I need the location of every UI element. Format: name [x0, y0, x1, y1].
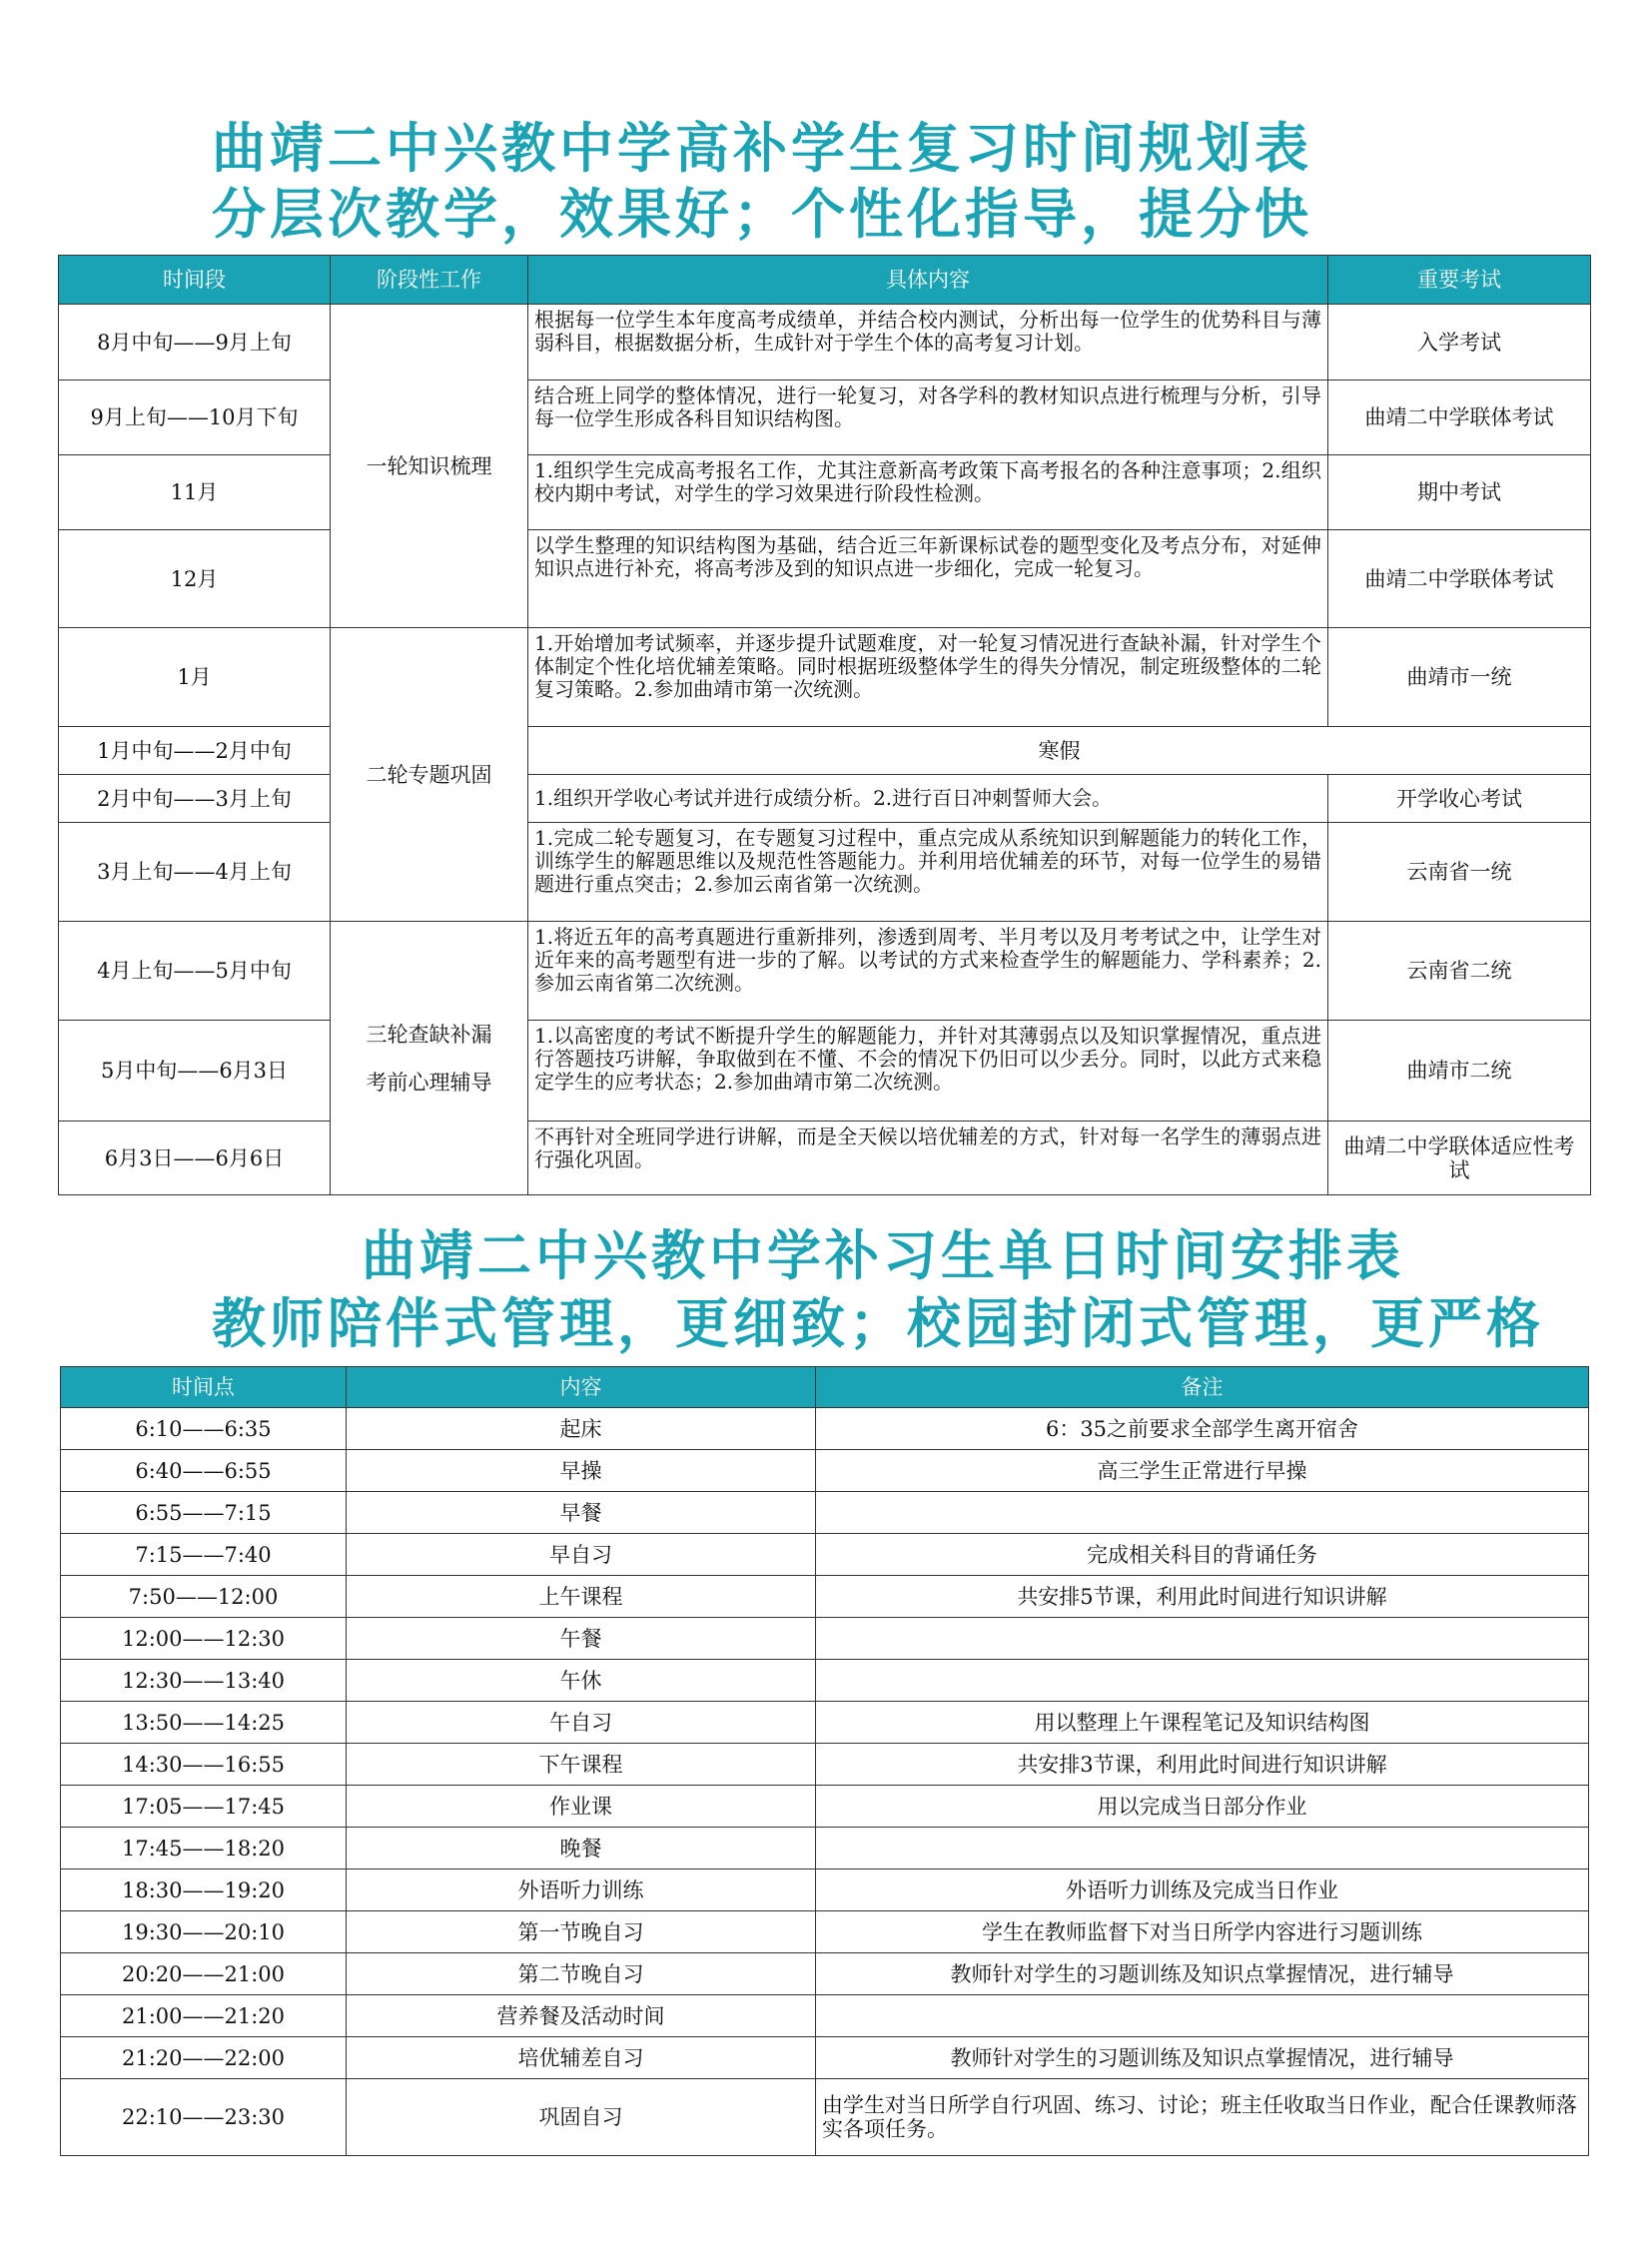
item-cell: 早自习: [347, 1534, 816, 1576]
table-header-row: [61, 1367, 1589, 1408]
exam-cell: 曲靖二中学联体考试: [1328, 530, 1591, 628]
table-row: [61, 1702, 1589, 1744]
table-row: [61, 1534, 1589, 1576]
item-cell: 起床: [347, 1408, 816, 1450]
exam-cell: 开学收心考试: [1328, 775, 1591, 823]
exam-cell: 入学考试: [1328, 305, 1591, 380]
item-cell: 午休: [347, 1660, 816, 1702]
content-cell: 1.组织开学收心考试并进行成绩分析。2.进行百日冲刺誓师大会。: [528, 775, 1328, 823]
table-row: [59, 1121, 1591, 1195]
note-cell: 用以整理上午课程笔记及知识结构图: [816, 1702, 1589, 1744]
content-cell: 1.以高密度的考试不断提升学生的解题能力，并针对其薄弱点以及知识掌握情况，重点进行答题技巧讲解，争取做到在不懂、不会的情况下仍旧可以少丢分。同时，以此方式来稳定学生的应考状态；2.参加曲靖市第二次统测。: [528, 1021, 1328, 1121]
note-cell: 教师针对学生的习题训练及知识点掌握情况，进行辅导: [816, 1953, 1589, 1995]
item-cell: 营养餐及活动时间: [347, 1995, 816, 2037]
time-cell: 21:20——22:00: [61, 2037, 347, 2079]
time-cell: 22:10——23:30: [61, 2079, 347, 2156]
table-row: [59, 922, 1591, 1021]
plan-title: 曲靖二中兴教中学高补学生复习时间规划表: [212, 117, 1312, 180]
period-cell: 6月3日——6月6日: [59, 1121, 331, 1195]
note-cell: 6：35之前要求全部学生离开宿舍: [816, 1408, 1589, 1450]
exam-cell: 云南省二统: [1328, 922, 1591, 1021]
stage-cell: 二轮专题巩固: [331, 628, 528, 922]
review-plan-table: [58, 255, 1591, 1195]
content-cell: 1.将近五年的高考真题进行重新排列，渗透到周考、半月考以及月考考试之中，让学生对近年来的高考题型有进一步的了解。以考试的方式来检查学生的解题能力、学科素养；2.参加云南省第二次统测。: [528, 922, 1328, 1021]
note-cell: [816, 1660, 1589, 1702]
exam-cell: 曲靖市一统: [1328, 628, 1591, 727]
item-cell: 外语听力训练: [347, 1869, 816, 1911]
note-cell: [816, 1492, 1589, 1534]
period-cell: 12月: [59, 530, 331, 628]
item-cell: 第二节晚自习: [347, 1953, 816, 1995]
exam-cell: 云南省一统: [1328, 823, 1591, 922]
time-cell: 17:05——17:45: [61, 1786, 347, 1828]
table-row: [59, 727, 1591, 775]
item-cell: 早餐: [347, 1492, 816, 1534]
plan-slogan: 分层次教学，效果好；个性化指导，提分快: [212, 183, 1312, 246]
stage-label: 考前心理辅导: [366, 1070, 492, 1095]
period-cell: 1月: [59, 628, 331, 727]
table-row: [61, 1408, 1589, 1450]
time-cell: 21:00——21:20: [61, 1995, 347, 2037]
exam-cell: 曲靖二中学联体考试: [1328, 380, 1591, 455]
note-cell: 用以完成当日部分作业: [816, 1786, 1589, 1828]
content-cell: 1.开始增加考试频率，并逐步提升试题难度，对一轮复习情况进行查缺补漏，针对学生个体制定个性化培优辅差策略。同时根据班级整体学生的得失分情况，制定班级整体的二轮复习策略。2.参加曲靖市第一次统测。: [528, 628, 1328, 727]
table-row: [59, 823, 1591, 922]
stage-label: 三轮查缺补漏: [366, 1022, 492, 1047]
content-cell: 根据每一位学生本年度高考成绩单，并结合校内测试，分析出每一位学生的优势科目与薄弱科目，根据数据分析，生成针对于学生个体的高考复习计划。: [528, 305, 1328, 380]
time-cell: 17:45——18:20: [61, 1828, 347, 1869]
table-row: [61, 1618, 1589, 1660]
period-cell: 3月上旬——4月上旬: [59, 823, 331, 922]
table-row: [59, 775, 1591, 823]
content-cell: 1.组织学生完成高考报名工作，尤其注意新高考政策下高考报名的各种注意事项；2.组织校内期中考试，对学生的学习效果进行阶段性检测。: [528, 455, 1328, 530]
table-row: [59, 628, 1591, 727]
exam-cell: 期中考试: [1328, 455, 1591, 530]
note-cell: 共安排3节课，利用此时间进行知识讲解: [816, 1744, 1589, 1786]
item-cell: 午餐: [347, 1618, 816, 1660]
note-cell: [816, 1828, 1589, 1869]
period-cell: 5月中旬——6月3日: [59, 1021, 331, 1121]
item-cell: 培优辅差自习: [347, 2037, 816, 2079]
note-cell: [816, 1995, 1589, 2037]
item-cell: 作业课: [347, 1786, 816, 1828]
note-cell: 共安排5节课，利用此时间进行知识讲解: [816, 1576, 1589, 1618]
time-cell: 6:10——6:35: [61, 1408, 347, 1450]
note-cell: 教师针对学生的习题训练及知识点掌握情况，进行辅导: [816, 2037, 1589, 2079]
daily-table-body: [61, 1408, 1589, 2156]
period-cell: 9月上旬——10月下旬: [59, 380, 331, 455]
table-row: [59, 530, 1591, 628]
item-cell: 上午课程: [347, 1576, 816, 1618]
time-cell: 12:30——13:40: [61, 1660, 347, 1702]
time-cell: 6:40——6:55: [61, 1450, 347, 1492]
stage-cell: 一轮知识梳理: [331, 305, 528, 628]
period-cell: 1月中旬——2月中旬: [59, 727, 331, 775]
time-cell: 19:30——20:10: [61, 1911, 347, 1953]
note-cell: [816, 1618, 1589, 1660]
table-header-row: [59, 256, 1591, 305]
time-cell: 13:50——14:25: [61, 1702, 347, 1744]
item-cell: 巩固自习: [347, 2079, 816, 2156]
table-row: [61, 1492, 1589, 1534]
content-cell: 以学生整理的知识结构图为基础，结合近三年新课标试卷的题型变化及考点分布，对延伸知识点进行补充，将高考涉及到的知识点进一步细化，完成一轮复习。: [528, 530, 1328, 628]
stage-cell: [331, 922, 528, 1195]
table-row: [61, 1828, 1589, 1869]
time-cell: 14:30——16:55: [61, 1744, 347, 1786]
table-row: [59, 455, 1591, 530]
column-header: 内容: [347, 1367, 816, 1408]
table-row: [61, 1786, 1589, 1828]
daily-slogan: 教师陪伴式管理，更细致；校园封闭式管理，更严格: [212, 1292, 1544, 1355]
item-cell: 午自习: [347, 1702, 816, 1744]
table-row: [61, 1450, 1589, 1492]
column-header: 阶段性工作: [331, 256, 528, 305]
table-row: [61, 2079, 1589, 2156]
time-cell: 18:30——19:20: [61, 1869, 347, 1911]
table-row: [61, 1953, 1589, 1995]
time-cell: 6:55——7:15: [61, 1492, 347, 1534]
period-cell: 2月中旬——3月上旬: [59, 775, 331, 823]
period-cell: 8月中旬——9月上旬: [59, 305, 331, 380]
note-cell: 高三学生正常进行早操: [816, 1450, 1589, 1492]
table-row: [61, 1911, 1589, 1953]
table-row: [61, 1744, 1589, 1786]
table-row: [61, 1660, 1589, 1702]
exam-cell: 曲靖市二统: [1328, 1021, 1591, 1121]
content-cell: 1.完成二轮专题复习，在专题复习过程中，重点完成从系统知识到解题能力的转化工作，训练学生的解题思维以及规范性答题能力。并利用培优辅差的环节，对每一位学生的易错题进行重点突击；2.参加云南省第一次统测。: [528, 823, 1328, 922]
column-header: 时间点: [61, 1367, 347, 1408]
daily-title: 曲靖二中兴教中学补习生单日时间安排表: [362, 1224, 1404, 1287]
table-row: [59, 1021, 1591, 1121]
time-cell: 7:50——12:00: [61, 1576, 347, 1618]
column-header: 重要考试: [1328, 256, 1591, 305]
column-header: 具体内容: [528, 256, 1328, 305]
content-cell: 不再针对全班同学进行讲解，而是全天候以培优辅差的方式，针对每一名学生的薄弱点进行强化巩固。: [528, 1121, 1328, 1195]
item-cell: 下午课程: [347, 1744, 816, 1786]
table-row: [59, 305, 1591, 380]
note-cell: 外语听力训练及完成当日作业: [816, 1869, 1589, 1911]
time-cell: 12:00——12:30: [61, 1618, 347, 1660]
column-header: 备注: [816, 1367, 1589, 1408]
period-cell: 4月上旬——5月中旬: [59, 922, 331, 1021]
item-cell: 晚餐: [347, 1828, 816, 1869]
holiday-cell: 寒假: [528, 727, 1591, 775]
time-cell: 20:20——21:00: [61, 1953, 347, 1995]
note-cell: 由学生对当日所学自行巩固、练习、讨论；班主任收取当日作业，配合任课教师落实各项任务。: [816, 2079, 1589, 2156]
item-cell: 第一节晚自习: [347, 1911, 816, 1953]
period-cell: 11月: [59, 455, 331, 530]
table-row: [61, 2037, 1589, 2079]
table-row: [61, 1995, 1589, 2037]
note-cell: 学生在教师监督下对当日所学内容进行习题训练: [816, 1911, 1589, 1953]
table-row: [61, 1576, 1589, 1618]
daily-schedule-table: [60, 1366, 1589, 2156]
time-cell: 7:15——7:40: [61, 1534, 347, 1576]
note-cell: 完成相关科目的背诵任务: [816, 1534, 1589, 1576]
table-row: [61, 1869, 1589, 1911]
content-cell: 结合班上同学的整体情况，进行一轮复习，对各学科的教材知识点进行梳理与分析，引导每一位学生形成各科目知识结构图。: [528, 380, 1328, 455]
column-header: 时间段: [59, 256, 331, 305]
table-row: [59, 380, 1591, 455]
item-cell: 早操: [347, 1450, 816, 1492]
exam-cell: 曲靖二中学联体适应性考试: [1328, 1121, 1591, 1195]
